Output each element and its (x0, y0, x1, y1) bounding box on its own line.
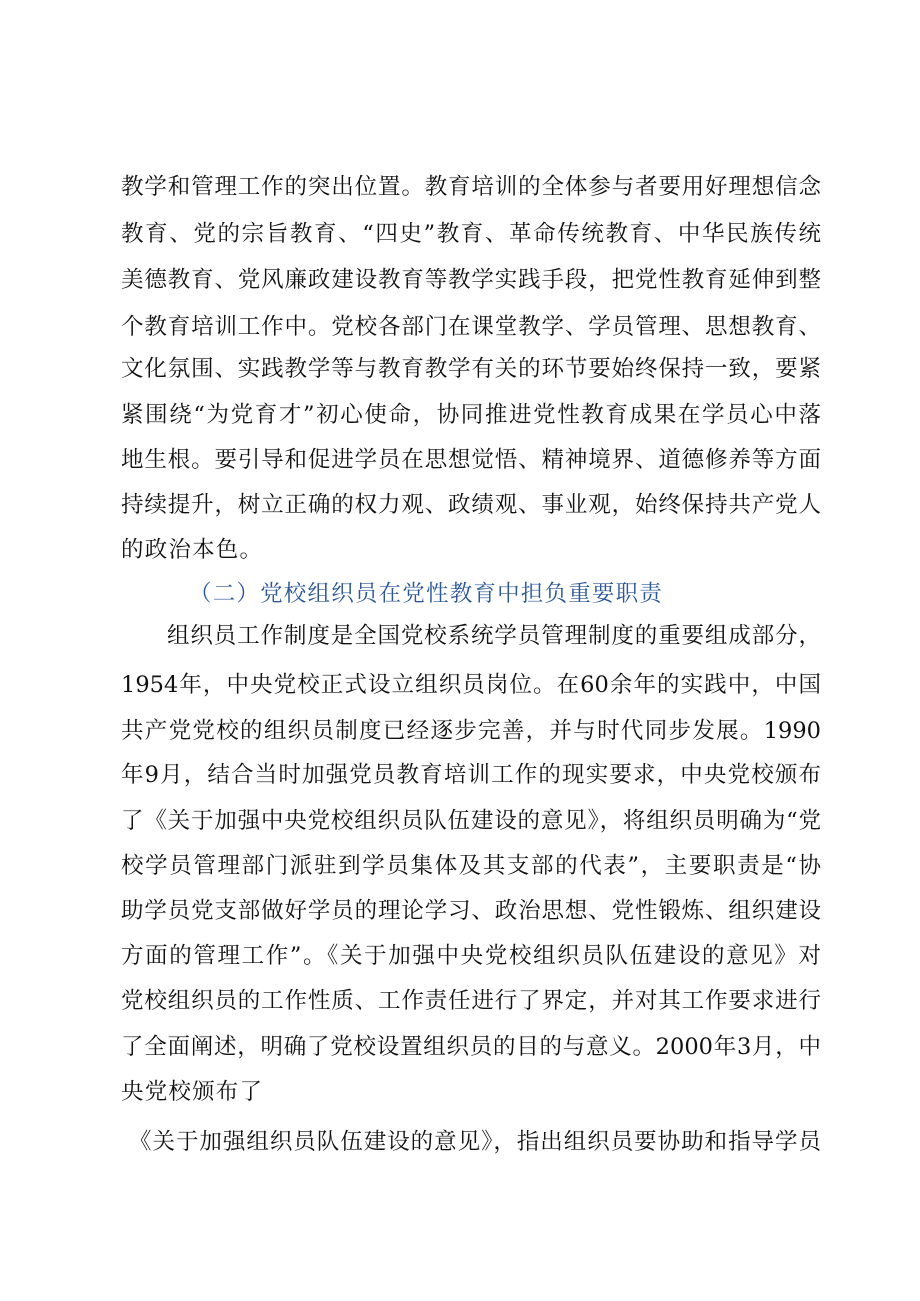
body-line: 方面的管理工作”。《关于加强中央党校组织员队伍建设的意见》对 (121, 943, 821, 969)
body-line: 文化氛围、实践教学等与教育教学有关的环节要始终保持一致，要紧 (121, 356, 821, 382)
paragraph-first-line: 组织员工作制度是全国党校系统学员管理制度的重要组成部分， (167, 623, 821, 649)
body-line: 《关于加强组织员队伍建设的意见》，指出组织员要协助和指导学员 (129, 1129, 821, 1155)
body-line-end: 的政治本色。 (121, 537, 264, 563)
section-heading: （二）党校组织员在党性教育中担负重要职责 (189, 581, 664, 607)
body-line: 1954年，中央党校正式设立组织员岗位。在60余年的实践中，中国 (121, 672, 821, 698)
body-line: 紧围绕“为党育才”初心使命，协同推进党性教育成果在学员心中落 (121, 402, 821, 428)
body-line: 年9月，结合当时加强党员教育培训工作的现实要求，中央党校颁布 (121, 762, 821, 788)
body-line: 了《关于加强中央党校组织员队伍建设的意见》，将组织员明确为“党 (121, 808, 821, 834)
body-line: 持续提升，树立正确的权力观、政绩观、事业观，始终保持共产党人 (121, 492, 821, 518)
body-line: 了全面阐述，明确了党校设置组织员的目的与意义。2000年3月，中 (121, 1034, 821, 1060)
body-line: 共产党党校的组织员制度已经逐步完善，并与时代同步发展。1990 (121, 718, 821, 744)
body-line: 党校组织员的工作性质、工作责任进行了界定，并对其工作要求进行 (121, 988, 821, 1014)
body-line: 助学员党支部做好学员的理论学习、政治思想、党性锻炼、组织建设 (121, 898, 821, 924)
body-line: 教学和管理工作的突出位置。教育培训的全体参与者要用好理想信念 (121, 174, 821, 200)
body-line: 个教育培训工作中。党校各部门在课堂教学、学员管理、思想教育、 (121, 314, 821, 340)
body-line: 美德教育、党风廉政建设教育等教学实践手段，把党性教育延伸到整 (121, 267, 821, 293)
body-line: 地生根。要引导和促进学员在思想觉悟、精神境界、道德修养等方面 (121, 447, 821, 473)
body-line: 校学员管理部门派驻到学员集体及其支部的代表”，主要职责是“协 (121, 853, 821, 879)
body-line: 教育、党的宗旨教育、“四史”教育、革命传统教育、中华民族传统 (121, 221, 821, 247)
body-line-end: 央党校颁布了 (121, 1079, 264, 1105)
